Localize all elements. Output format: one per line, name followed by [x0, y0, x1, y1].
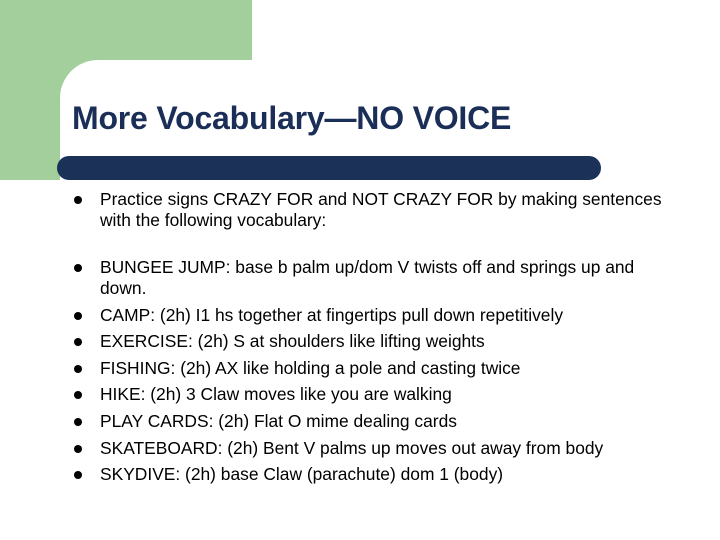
list-item: [72, 438, 672, 459]
slide-title: More Vocabulary—NO VOICE: [72, 100, 512, 136]
bullet-icon: [74, 264, 82, 272]
list-item: [72, 331, 672, 352]
list-item: [72, 358, 672, 379]
list-item-text: CAMP: (2h) I1 hs together at fingertips pull down repetitively: [100, 304, 564, 325]
bullet-icon: [74, 445, 82, 453]
list-item-text: FISHING: (2h) AX like holding a pole and casting twice: [100, 357, 521, 378]
list-item-text: BUNGEE JUMP: base b palm up/dom V twists off and springs up and down.: [100, 257, 635, 298]
list-item: [72, 384, 672, 405]
bullet-icon: [74, 312, 82, 320]
list-item: [72, 189, 672, 231]
bullet-icon: [74, 365, 82, 373]
list-item: [72, 257, 672, 299]
list-item-text: HIKE: (2h) 3 Claw moves like you are walking: [100, 384, 452, 405]
bullet-list: [72, 189, 672, 491]
list-item-text: EXERCISE: (2h) S at shoulders like lifting weights: [100, 331, 485, 352]
title-underline-bar: [57, 156, 601, 180]
list-item-text: Practice signs CRAZY FOR and NOT CRAZY FOR by making sentences with the following vocabulary:: [100, 189, 662, 230]
list-item: [72, 411, 672, 432]
list-item-text: SKATEBOARD: (2h) Bent V palms up moves out away from body: [100, 437, 604, 458]
bullet-icon: [74, 471, 82, 479]
list-item-text: PLAY CARDS: (2h) Flat O mime dealing cards: [100, 410, 457, 431]
bullet-icon: [74, 338, 82, 346]
bullet-icon: [74, 418, 82, 426]
bullet-icon: [74, 196, 82, 204]
list-item: [72, 305, 672, 326]
bullet-icon: [74, 391, 82, 399]
list-item-text: SKYDIVE: (2h) base Claw (parachute) dom 1 (body): [100, 464, 504, 485]
list-item: [72, 464, 672, 485]
